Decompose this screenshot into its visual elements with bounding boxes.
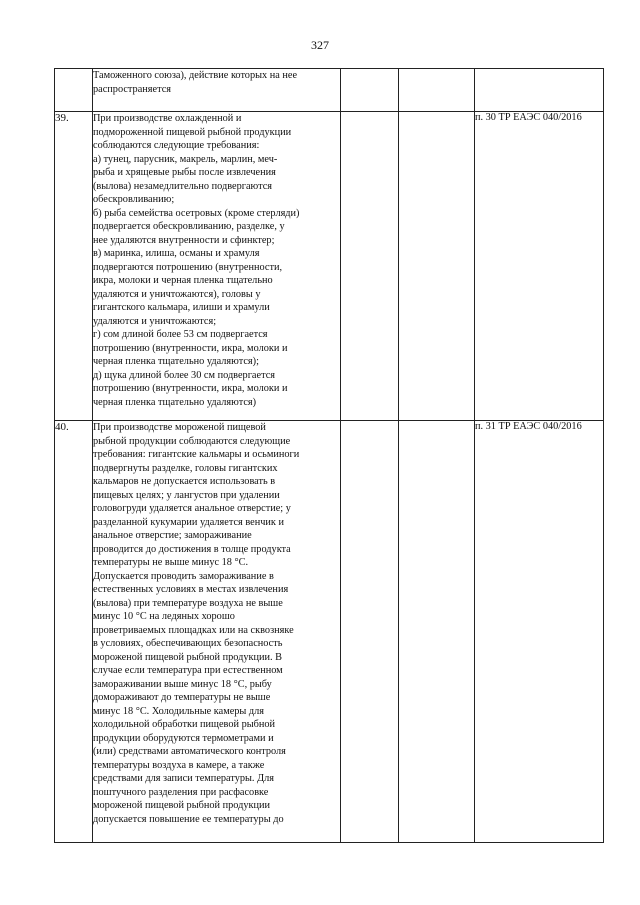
empty-cell: [341, 421, 399, 843]
empty-cell: [399, 421, 475, 843]
table-row: [55, 112, 604, 421]
empty-cell: [341, 69, 399, 112]
row-number: [55, 69, 93, 112]
regulation-reference: [475, 69, 604, 112]
row-number: 39.: [55, 112, 93, 421]
row-number: 40.: [55, 421, 93, 843]
requirements-table: [54, 68, 604, 843]
requirement-text: При производстве мороженой пищевой рыбной продукции соблюдаются следующие требования: гигантские кальмары и осьминоги подвергнуты разделке, головы гигантских кальмаров не допускается использовать в пищевых целях; у лангустов при удалении головогруди удаляется анальное отверстие; у разделанной кукумарии удаляется венчик и анальное отверстие; замораживание проводится до достижения в толще продукта температуры не выше минус 18 °С. Допускается проводить замораживание в естественных условиях в местах извлечения (вылова) при температуре воздуха не выше минус 10 °С на ледяных хорошо проветриваемых площадках или на сквозняке в условиях, обеспечивающих безопасность мороженой пищевой рыбной продукции. В случае если температура при естественном замораживании выше минус 18 °С, рыбу домораживают до температуры не выше минус 18 °С. Холодильные камеры для холодильной обработки пищевой рыбной продукции оборудуются термометрами и (или) средствами автоматического контроля температуры воздуха в камере, а также средствами для записи температуры. Для поштучного разделения при расфасовке мороженой пищевой рыбной продукции допускается повышение ее температуры до: [93, 421, 341, 843]
regulation-reference: п. 30 ТР ЕАЭС 040/2016: [475, 112, 604, 421]
requirement-text: Таможенного союза), действие которых на нее распространяется: [93, 69, 341, 112]
table-row: [55, 69, 604, 112]
regulation-reference: п. 31 ТР ЕАЭС 040/2016: [475, 421, 604, 843]
empty-cell: [399, 112, 475, 421]
empty-cell: [399, 69, 475, 112]
page-number: 327: [311, 38, 329, 52]
requirement-text: При производстве охлажденной и подмороженной пищевой рыбной продукции соблюдаются следующие требования: а) тунец, парусник, макрель, марлин, меч- рыба и хрящевые рыбы после извлечения (вылова) незамедлительно подвергаются обескровливанию; б) рыба семейства осетровых (кроме стерляди) подвергается обескровливанию, разделке, у нее удаляются внутренности и сфинктер; в) маринка, илиша, османы и храмуля подвергаются потрошению (внутренности, икра, молоки и черная пленка тщательно удаляются и уничтожаются), головы у гигантского кальмара, илиши и храмули удаляются и уничтожаются; г) сом длиной более 53 см подвергается потрошению (внутренности, икра, молоки и черная пленка тщательно удаляются); д) щука длиной более 30 см подвергается потрошению (внутренности, икра, молоки и черная пленка тщательно удаляются): [93, 112, 341, 421]
table-row: [55, 421, 604, 843]
empty-cell: [341, 112, 399, 421]
